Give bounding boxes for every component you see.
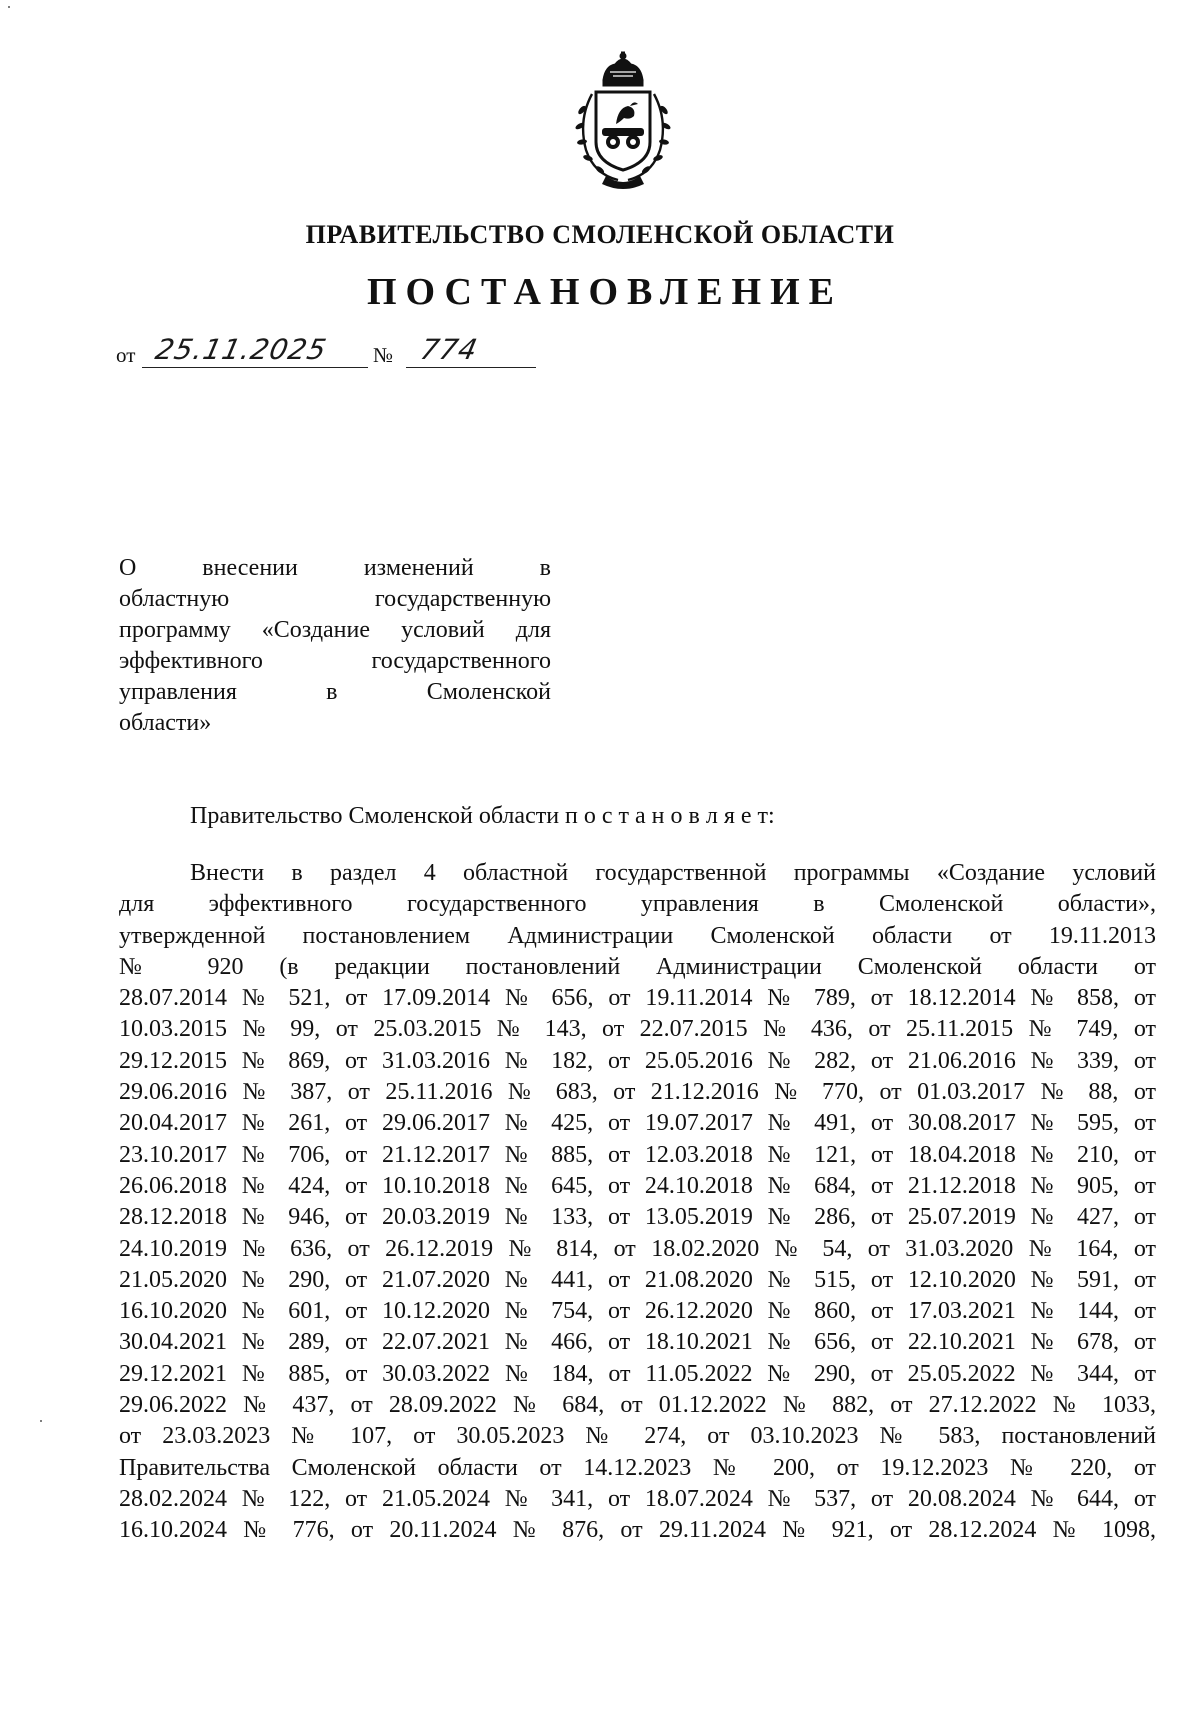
body-line: для эффективного государственного управления в Смоленской области», — [119, 891, 1156, 918]
body-line: утвержденной постановлением Администрации Смоленской области от 19.11.2013 — [119, 922, 1156, 949]
subject-line: области» — [119, 710, 212, 736]
preamble-verb: п о с т а н о в л я е т: — [565, 803, 775, 829]
body-line: 26.06.2018 № 424, от 10.10.2018 № 645, от 24.10.2018 № 684, от 21.12.2018 № 905, от — [119, 1172, 1156, 1199]
body-line: 10.03.2015 № 99, от 25.03.2015 № 143, от 22.07.2015 № 436, от 25.11.2015 № 749, от — [119, 1016, 1156, 1043]
date-from-label: от — [116, 343, 136, 367]
body-line: 28.07.2014 № 521, от 17.09.2014 № 656, от 19.11.2014 № 789, от 18.12.2014 № 858, от — [119, 985, 1156, 1012]
body-line: Внести в раздел 4 областной государственной программы «Создание условий — [190, 860, 1156, 886]
government-title: ПРАВИТЕЛЬСТВО СМОЛЕНСКОЙ ОБЛАСТИ — [305, 220, 895, 249]
body-line: № 920 (в редакции постановлений Администрации Смоленской области от — [119, 953, 1156, 980]
body-line: от 23.03.2023 № 107, от 30.05.2023 № 274, от 03.10.2023 № 583, постановлений — [119, 1423, 1156, 1450]
date-number-line — [116, 332, 536, 376]
body-line: 20.04.2017 № 261, от 29.06.2017 № 425, от 19.07.2017 № 491, от 30.08.2017 № 595, от — [119, 1110, 1156, 1137]
smolensk-coat-of-arms-icon — [558, 50, 688, 190]
body-line: 29.12.2015 № 869, от 31.03.2016 № 182, от 25.05.2016 № 282, от 21.06.2016 № 339, от — [119, 1047, 1156, 1074]
body-line: 29.12.2021 № 885, от 30.03.2022 № 184, от 11.05.2022 № 290, от 25.05.2022 № 344, от — [119, 1360, 1156, 1387]
scan-speck — [8, 6, 10, 8]
date-underline — [142, 367, 368, 368]
body-paragraph — [119, 858, 1156, 1547]
number-underline — [406, 367, 536, 368]
body-line: 16.10.2024 № 776, от 20.11.2024 № 876, от 29.11.2024 № 921, от 28.12.2024 № 1098, — [119, 1517, 1156, 1544]
subject-line: О внесении изменений в — [119, 555, 551, 581]
body-line: 28.02.2024 № 122, от 21.05.2024 № 341, от 18.07.2024 № 537, от 20.08.2024 № 644, от — [119, 1485, 1156, 1512]
preamble-subject: Правительство Смоленской области — [190, 803, 560, 829]
subject-line: эффективного государственного — [119, 648, 551, 674]
body-line: Правительства Смоленской области от 14.12.2023 № 200, от 19.12.2023 № 220, от — [119, 1454, 1156, 1481]
subject-line: программу «Создание условий для — [119, 617, 551, 643]
body-line: 28.12.2018 № 946, от 20.03.2019 № 133, от 13.05.2019 № 286, от 25.07.2019 № 427, от — [119, 1204, 1156, 1231]
body-line: 24.10.2019 № 636, от 26.12.2019 № 814, от 18.02.2020 № 54, от 31.03.2020 № 164, от — [119, 1235, 1156, 1262]
document-subject — [119, 553, 551, 739]
number-label: № — [373, 343, 394, 367]
body-line: 29.06.2016 № 387, от 25.11.2016 № 683, от 21.12.2016 № 770, от 01.03.2017 № 88, от — [119, 1079, 1156, 1106]
document-type-title: ПОСТАНОВЛЕНИЕ — [366, 271, 844, 313]
handwritten-number: 774 — [417, 333, 481, 366]
body-line: 16.10.2020 № 601, от 10.12.2020 № 754, от 26.12.2020 № 860, от 17.03.2021 № 144, от — [119, 1298, 1156, 1325]
handwritten-date: 25.11.2025 — [152, 333, 330, 366]
body-line: 23.10.2017 № 706, от 21.12.2017 № 885, от 12.03.2018 № 121, от 18.04.2018 № 210, от — [119, 1141, 1156, 1168]
body-line: 29.06.2022 № 437, от 28.09.2022 № 684, от 01.12.2022 № 882, от 27.12.2022 № 1033, — [119, 1392, 1156, 1419]
subject-line: управления в Смоленской — [119, 679, 551, 705]
scan-speck — [40, 1420, 42, 1422]
preamble — [190, 803, 775, 830]
body-line: 30.04.2021 № 289, от 22.07.2021 № 466, от 18.10.2021 № 656, от 22.10.2021 № 678, от — [119, 1329, 1156, 1356]
subject-line: областную государственную — [119, 586, 551, 612]
body-line: 21.05.2020 № 290, от 21.07.2020 № 441, от 21.08.2020 № 515, от 12.10.2020 № 591, от — [119, 1266, 1156, 1293]
